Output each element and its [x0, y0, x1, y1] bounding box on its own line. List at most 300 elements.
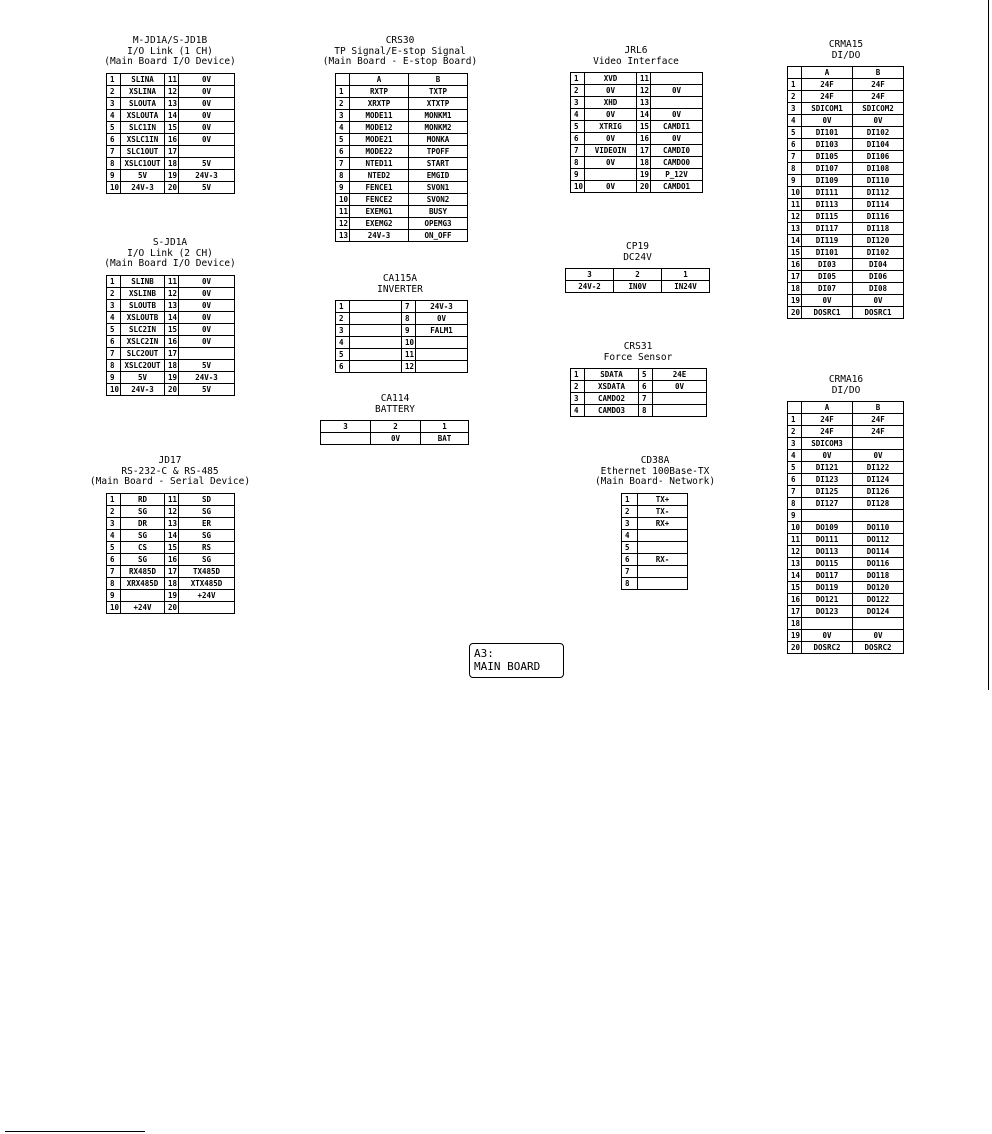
pin-cell: 1: [571, 369, 585, 381]
pin-row: [788, 259, 904, 271]
pin-cell: 24V-3: [416, 301, 468, 313]
pin-cell: 8: [107, 577, 121, 589]
pin-cell: DI122: [853, 462, 904, 474]
pin-cell: SD: [179, 493, 235, 505]
pin-cell: 24V-3: [121, 181, 165, 193]
pin-header-row: [788, 402, 904, 414]
pin-cell: 14: [637, 109, 651, 121]
pin-cell: DO113: [802, 546, 853, 558]
pin-header-cell: B: [853, 67, 904, 79]
pin-row: [107, 85, 235, 97]
pin-cell: DI05: [802, 271, 853, 283]
pin-row: [107, 157, 235, 169]
pin-cell: MODE12: [350, 121, 409, 133]
pin-cell: 5V: [179, 359, 235, 371]
pin-cell: 0V: [853, 630, 904, 642]
pin-cell: XSLINB: [121, 287, 165, 299]
pin-cell: [179, 347, 235, 359]
pin-row: [788, 642, 904, 654]
pin-cell: 7: [336, 157, 350, 169]
pin-cell: [653, 405, 707, 417]
pin-row: [336, 169, 468, 181]
pin-cell: 0V: [179, 85, 235, 97]
pin-cell: [350, 337, 402, 349]
pin-row: [571, 109, 703, 121]
pin-row: [788, 283, 904, 295]
pin-cell: 2: [107, 85, 121, 97]
pin-cell: 15: [165, 323, 179, 335]
pin-cell: 0V: [179, 335, 235, 347]
pin-cell: RX485D: [121, 565, 165, 577]
pin-cell: CAMDO1: [651, 181, 703, 193]
pin-row: [788, 594, 904, 606]
pin-cell: ER: [179, 517, 235, 529]
pin-cell: XSLC2OUT: [121, 359, 165, 371]
pin-cell: [416, 361, 468, 373]
pin-cell: 16: [637, 133, 651, 145]
pin-cell: 24F: [802, 414, 853, 426]
pin-table: [106, 493, 235, 614]
pin-cell: ON_OFF: [409, 229, 468, 241]
pin-cell: XRX485D: [121, 577, 165, 589]
pin-cell: DI102: [853, 127, 904, 139]
pin-row: [788, 462, 904, 474]
pin-cell: DOSRC1: [802, 307, 853, 319]
pin-cell: DI119: [802, 235, 853, 247]
pin-cell: 24F: [802, 91, 853, 103]
pin-cell: 10: [788, 187, 802, 199]
pin-cell: EMGID: [409, 169, 468, 181]
pin-header-cell: [788, 402, 802, 414]
pin-cell: 0V: [179, 287, 235, 299]
pin-cell: 4: [107, 311, 121, 323]
pin-cell: 19: [788, 295, 802, 307]
pin-cell: 19: [165, 589, 179, 601]
pin-cell: [853, 618, 904, 630]
pin-cell: XSLOUTB: [121, 311, 165, 323]
pin-row: [788, 103, 904, 115]
pin-cell: 0V: [179, 97, 235, 109]
pin-cell: DI06: [853, 271, 904, 283]
pin-cell: SG: [179, 553, 235, 565]
pin-row: [566, 281, 710, 293]
pin-row: [571, 169, 703, 181]
pin-table: [106, 73, 235, 194]
pin-cell: DO124: [853, 606, 904, 618]
pin-cell: XTXTP: [409, 97, 468, 109]
pin-row: [788, 618, 904, 630]
pin-cell: TPOFF: [409, 145, 468, 157]
pin-table: [335, 73, 468, 242]
pin-cell: 4: [336, 121, 350, 133]
pin-row: [788, 510, 904, 522]
pin-row: [571, 181, 703, 193]
pin-row: [571, 133, 703, 145]
pin-cell: IN0V: [614, 281, 662, 293]
pin-cell: 0V: [653, 381, 707, 393]
pin-cell: DI04: [853, 259, 904, 271]
pin-cell: [638, 541, 688, 553]
pin-cell: 24E: [653, 369, 707, 381]
pin-cell: DI107: [802, 163, 853, 175]
pin-row: [107, 347, 235, 359]
pin-cell: [350, 301, 402, 313]
pin-cell: DI118: [853, 223, 904, 235]
pin-cell: OPEMG3: [409, 217, 468, 229]
connector-mjd1a: [80, 36, 260, 194]
pin-header-row: [336, 73, 468, 85]
pin-cell: 4: [788, 115, 802, 127]
pin-cell: 5: [788, 127, 802, 139]
pin-row: [336, 217, 468, 229]
pin-table: [621, 493, 688, 590]
pin-row: [788, 187, 904, 199]
pin-cell: 16: [165, 335, 179, 347]
pin-cell: XSLC1IN: [121, 133, 165, 145]
pin-row: [571, 405, 707, 417]
pin-cell: MODE22: [350, 145, 409, 157]
pin-cell: 6: [788, 139, 802, 151]
pin-cell: 12: [336, 217, 350, 229]
pin-row: [107, 181, 235, 193]
connector-title: M-JD1A/S-JD1B I/O Link (1 CH) (Main Board I/O Device): [104, 35, 236, 67]
pin-cell: RS: [179, 541, 235, 553]
pin-cell: 24F: [853, 414, 904, 426]
pin-cell: DI126: [853, 486, 904, 498]
pin-row: [788, 474, 904, 486]
pin-cell: DOSRC2: [853, 642, 904, 654]
pin-cell: 15: [788, 582, 802, 594]
pin-row: [107, 577, 235, 589]
connector-cd38a: [585, 456, 725, 590]
pin-row: [107, 287, 235, 299]
pin-cell: 5: [336, 349, 350, 361]
pin-cell: XSLOUTA: [121, 109, 165, 121]
pin-cell: RX+: [638, 517, 688, 529]
pin-cell: 9: [107, 371, 121, 383]
pin-cell: SG: [121, 553, 165, 565]
pin-cell: DI125: [802, 486, 853, 498]
pin-row: [571, 121, 703, 133]
pin-cell: 3: [622, 517, 638, 529]
pin-cell: DI102: [853, 247, 904, 259]
pin-row: [336, 157, 468, 169]
pin-row: [571, 97, 703, 109]
pin-cell: 17: [165, 145, 179, 157]
pin-cell: SDICOM3: [802, 438, 853, 450]
pin-cell: 20: [165, 181, 179, 193]
pin-row: [336, 133, 468, 145]
pin-row: [107, 335, 235, 347]
pin-cell: 9: [788, 510, 802, 522]
pin-cell: 0V: [371, 433, 421, 445]
pin-cell: DI114: [853, 199, 904, 211]
pin-cell: DOSRC1: [853, 307, 904, 319]
pin-cell: 24F: [802, 426, 853, 438]
pin-cell: [350, 349, 402, 361]
pin-cell: RD: [121, 493, 165, 505]
pin-cell: 0V: [853, 450, 904, 462]
pin-cell: [416, 337, 468, 349]
pin-cell: 0V: [853, 295, 904, 307]
pin-cell: DO112: [853, 534, 904, 546]
pin-cell: 13: [637, 97, 651, 109]
connector-jd17: [75, 456, 265, 614]
pin-cell: 7: [639, 393, 653, 405]
pin-cell: DI111: [802, 187, 853, 199]
pin-cell: 0V: [651, 85, 703, 97]
pin-cell: 4: [107, 109, 121, 121]
pin-cell: BUSY: [409, 205, 468, 217]
pin-header-cell: A: [350, 73, 409, 85]
pin-cell: 20: [637, 181, 651, 193]
pin-cell: RXTP: [350, 85, 409, 97]
pin-cell: 17: [165, 347, 179, 359]
pin-cell: 16: [788, 594, 802, 606]
pin-cell: 6: [622, 553, 638, 565]
pin-cell: MONKM2: [409, 121, 468, 133]
pin-row: [788, 498, 904, 510]
pin-row: [107, 97, 235, 109]
pin-row: [788, 450, 904, 462]
pin-cell: SVON1: [409, 181, 468, 193]
pin-cell: 6: [639, 381, 653, 393]
pin-cell: 0V: [179, 109, 235, 121]
pin-cell: DO119: [802, 582, 853, 594]
pin-row: [336, 337, 468, 349]
pin-row: [571, 157, 703, 169]
pin-cell: DO122: [853, 594, 904, 606]
pin-cell: DI104: [853, 139, 904, 151]
pin-cell: DI08: [853, 283, 904, 295]
pin-row: [788, 91, 904, 103]
pin-cell: 7: [107, 145, 121, 157]
pin-cell: 3: [788, 438, 802, 450]
pin-cell: 24V-3: [121, 383, 165, 395]
pin-cell: 6: [336, 361, 350, 373]
pin-cell: 19: [165, 169, 179, 181]
pin-cell: IN24V: [662, 281, 710, 293]
pin-cell: 10: [107, 601, 121, 613]
pin-table: [787, 401, 904, 654]
pin-cell: [638, 565, 688, 577]
pin-row: [788, 486, 904, 498]
pin-cell: 1: [788, 414, 802, 426]
pin-row: [107, 323, 235, 335]
pin-cell: 0V: [651, 133, 703, 145]
pin-cell: 0V: [802, 115, 853, 127]
pin-cell: [350, 313, 402, 325]
pin-cell: 18: [788, 618, 802, 630]
pin-row: [622, 565, 688, 577]
pin-cell: CAMDO3: [585, 405, 639, 417]
pin-cell: 8: [639, 405, 653, 417]
pin-cell: 4: [107, 529, 121, 541]
pin-cell: 4: [571, 405, 585, 417]
connector-title: JRL6 Video Interface: [593, 45, 679, 67]
pin-row: [336, 145, 468, 157]
pin-row: [336, 109, 468, 121]
pin-header-cell: 1: [421, 421, 469, 433]
pin-cell: DI03: [802, 259, 853, 271]
pin-cell: [121, 589, 165, 601]
pin-cell: DI103: [802, 139, 853, 151]
connector-crma16: [787, 375, 905, 654]
pin-cell: 4: [571, 109, 585, 121]
pin-cell: 19: [165, 371, 179, 383]
pin-row: [107, 553, 235, 565]
pin-cell: 1: [107, 275, 121, 287]
pin-cell: DI101: [802, 247, 853, 259]
pin-cell: 14: [788, 235, 802, 247]
pin-cell: 20: [788, 642, 802, 654]
pin-table: [106, 275, 235, 396]
pin-cell: 15: [788, 247, 802, 259]
pin-cell: XTRIG: [585, 121, 637, 133]
pin-cell: 6: [571, 133, 585, 145]
pin-cell: DI07: [802, 283, 853, 295]
pin-cell: 2: [107, 287, 121, 299]
pin-row: [336, 349, 468, 361]
pin-cell: 18: [165, 359, 179, 371]
pin-cell: 9: [788, 175, 802, 187]
pin-cell: 24F: [853, 79, 904, 91]
pin-row: [788, 307, 904, 319]
pin-cell: 18: [637, 157, 651, 169]
pin-cell: 8: [788, 498, 802, 510]
connector-title: CA115A INVERTER: [377, 273, 423, 295]
pin-cell: 0V: [179, 299, 235, 311]
pin-cell: [651, 97, 703, 109]
pin-cell: TX485D: [179, 565, 235, 577]
pin-row: [788, 414, 904, 426]
pin-cell: 9: [107, 169, 121, 181]
pin-cell: 18: [165, 157, 179, 169]
pin-cell: 7: [622, 565, 638, 577]
pin-cell: 24F: [802, 79, 853, 91]
pin-row: [788, 295, 904, 307]
pin-cell: 0V: [585, 85, 637, 97]
pin-row: [107, 73, 235, 85]
pin-row: [788, 271, 904, 283]
pin-row: [788, 163, 904, 175]
pin-cell: 12: [165, 287, 179, 299]
pin-cell: 20: [788, 307, 802, 319]
pin-cell: DI128: [853, 498, 904, 510]
pin-row: [788, 247, 904, 259]
pin-cell: DO111: [802, 534, 853, 546]
pin-row: [788, 211, 904, 223]
pin-cell: [638, 529, 688, 541]
pin-cell: 24V-3: [179, 371, 235, 383]
pin-cell: 2: [336, 313, 350, 325]
pin-cell: 8: [107, 359, 121, 371]
pin-row: [571, 369, 707, 381]
pin-cell: XSDATA: [585, 381, 639, 393]
pin-cell: 12: [788, 211, 802, 223]
pin-row: [622, 505, 688, 517]
pin-cell: 0V: [416, 313, 468, 325]
pin-cell: 3: [107, 97, 121, 109]
pin-row: [788, 115, 904, 127]
pin-cell: XSLC1OUT: [121, 157, 165, 169]
pin-cell: 1: [107, 73, 121, 85]
pin-cell: 13: [165, 97, 179, 109]
pin-row: [107, 371, 235, 383]
connector-title: S-JD1A I/O Link (2 CH) (Main Board I/O Device): [104, 237, 236, 269]
pin-cell: SG: [121, 529, 165, 541]
pin-cell: XSLC2IN: [121, 335, 165, 347]
pin-row: [571, 145, 703, 157]
pin-cell: 0V: [802, 630, 853, 642]
pin-cell: DO110: [853, 522, 904, 534]
pin-cell: 5: [107, 323, 121, 335]
pin-cell: [853, 438, 904, 450]
pin-row: [788, 438, 904, 450]
pin-cell: MONKA: [409, 133, 468, 145]
pin-cell: 5V: [121, 371, 165, 383]
pin-cell: DO109: [802, 522, 853, 534]
pin-cell: 19: [788, 630, 802, 642]
pin-cell: 12: [165, 85, 179, 97]
pin-cell: TX+: [638, 493, 688, 505]
pin-cell: 0V: [853, 115, 904, 127]
pin-row: [107, 299, 235, 311]
pin-cell: SLOUTB: [121, 299, 165, 311]
pin-cell: 2: [571, 85, 585, 97]
pin-cell: 8: [788, 163, 802, 175]
pin-header-cell: 2: [614, 269, 662, 281]
pin-row: [336, 181, 468, 193]
pin-table: [570, 72, 703, 193]
pin-cell: [179, 601, 235, 613]
pin-header-cell: A: [802, 402, 853, 414]
connector-crs30: [305, 36, 495, 242]
pin-cell: SLC2OUT: [121, 347, 165, 359]
pin-cell: P_12V: [651, 169, 703, 181]
pin-row: [788, 570, 904, 582]
pin-cell: CAMDO0: [651, 157, 703, 169]
pin-cell: 0V: [179, 73, 235, 85]
pin-cell: 1: [336, 85, 350, 97]
connector-title: CRS31 Force Sensor: [603, 341, 673, 363]
pin-row: [788, 426, 904, 438]
pin-cell: [350, 325, 402, 337]
pin-row: [336, 361, 468, 373]
pin-row: [107, 589, 235, 601]
pin-cell: DI109: [802, 175, 853, 187]
pin-row: [336, 325, 468, 337]
connector-sjd1a: [80, 238, 260, 396]
pin-cell: 9: [402, 325, 416, 337]
pin-cell: 8: [402, 313, 416, 325]
pin-cell: 11: [788, 534, 802, 546]
pin-cell: 14: [788, 570, 802, 582]
pin-cell: [802, 618, 853, 630]
pin-table: [320, 420, 469, 445]
pin-cell: 14: [165, 109, 179, 121]
pin-cell: BAT: [421, 433, 469, 445]
pin-cell: 13: [336, 229, 350, 241]
pin-header-cell: [788, 67, 802, 79]
pin-cell: START: [409, 157, 468, 169]
pin-cell: +24V: [179, 589, 235, 601]
pin-cell: 2: [788, 426, 802, 438]
pin-cell: CAMDI0: [651, 145, 703, 157]
connector-jrl6: [570, 46, 702, 193]
pin-cell: DO117: [802, 570, 853, 582]
pin-row: [107, 133, 235, 145]
